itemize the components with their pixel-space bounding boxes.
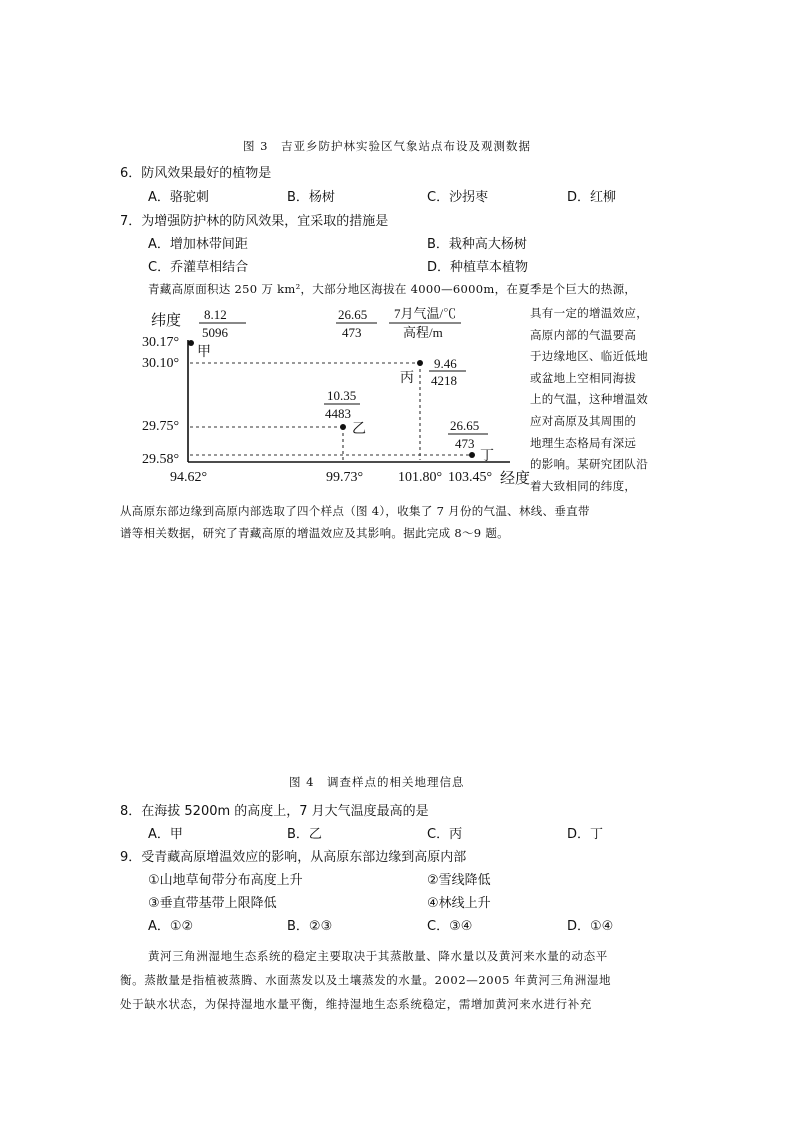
- q9-stem: 9．受青藏高原增温效应的影响，从高原东部边缘到高原内部: [120, 850, 467, 865]
- point-bing-elev: 4218: [431, 373, 457, 388]
- point-jia-elev: 5096: [202, 325, 228, 340]
- intro-side-line: 地理生态格局有深远: [530, 435, 637, 450]
- q8-option-b: B．乙: [287, 827, 322, 842]
- q8-option-a: A．甲: [148, 827, 183, 842]
- q9-option-c: C．③④: [427, 919, 473, 934]
- point-yi-elev: 4483: [325, 406, 351, 421]
- intro-side-line: 具有一定的增温效应，: [530, 306, 648, 320]
- intro-side-line: 应对高原及其周围的: [530, 413, 637, 428]
- x-axis-label: 经度: [500, 471, 531, 487]
- q9-option-b: B．②③: [287, 919, 333, 934]
- lat-tick-1: 30.17°: [142, 335, 180, 350]
- point-yi-temp: 10.35: [327, 388, 357, 403]
- y-axis-label: 纬度: [151, 313, 182, 329]
- point-bing-marker: [417, 360, 423, 366]
- point-yi-name: 乙: [352, 422, 366, 437]
- outro-line-3: 处于缺水状态，为保持湿地水量平衡，维持湿地生态系统稳定，需增加黄河来水进行补充: [120, 997, 592, 1011]
- point-jia-name: 甲: [197, 345, 211, 360]
- point-ding-temp: 26.65: [450, 418, 480, 433]
- q9-item-1: ①山地草甸带分布高度上升: [148, 873, 303, 888]
- lat-tick-3: 29.75°: [142, 419, 180, 434]
- q8-option-d: D．丁: [567, 827, 604, 842]
- q6-option-b: B．杨树: [287, 190, 335, 205]
- figure3-caption: 图 3 吉亚乡防护林实验区气象站点布设及观测数据: [243, 139, 531, 153]
- q9-item-2: ②雪线降低: [427, 873, 491, 888]
- lon-tick-3: 101.80°: [398, 470, 443, 485]
- q7-option-a: A．增加林带间距: [148, 237, 248, 252]
- q7-option-b: B．栽种高大杨树: [427, 237, 527, 252]
- lat-tick-4: 29.58°: [142, 452, 180, 467]
- q7-option-d: D．种植草本植物: [427, 260, 529, 275]
- q9-item-4: ④林线上升: [427, 896, 491, 911]
- intro-line-after-2: 谱等相关数据，研究了青藏高原的增温效应及其影响。据此完成 8～9 题。: [120, 526, 509, 540]
- legend-elev-label: 高程/m: [403, 325, 443, 340]
- lon-tick-1: 94.62°: [170, 470, 208, 485]
- lon-tick-4: 103.45°: [448, 470, 493, 485]
- point-jia-temp: 8.12: [204, 307, 227, 322]
- outro-line-1: 黄河三角洲湿地生态系统的稳定主要取决于其蒸散量、降水量以及黄河来水量的动态平: [148, 949, 608, 963]
- intro-side-line: 高原内部的气温要高: [530, 327, 637, 342]
- outro-line-2: 衡。蒸散量是指植被蒸腾、水面蒸发以及土壤蒸发的水量。2002—2005 年黄河三角洲湿地: [120, 973, 612, 987]
- q9-option-d: D．①④: [567, 919, 614, 934]
- intro-side-line: 于边缘地区、临近低地: [530, 349, 648, 364]
- q6-option-a: A．骆驼刺: [148, 190, 209, 205]
- legend-temp: 26.65: [338, 307, 368, 322]
- q9-option-a: A．①②: [148, 919, 194, 934]
- intro-side-line: 着大致相同的纬度，: [530, 478, 637, 493]
- q8-option-c: C．丙: [427, 827, 463, 842]
- q7-stem: 7．为增强防护林的防风效果，宜采取的措施是: [120, 214, 389, 229]
- lon-tick-2: 99.73°: [326, 470, 364, 485]
- intro-line-after-1: 从高原东部边缘到高原内部选取了四个样点（图 4），收集了 7 月份的气温、林线、垂直带: [120, 504, 590, 518]
- q8-stem: 8．在海拔 5200m 的高度上，7 月大气温度最高的是: [120, 804, 429, 819]
- figure4-caption: 图 4 调查样点的相关地理信息: [289, 775, 465, 789]
- q6-option-c: C．沙拐枣: [427, 190, 489, 205]
- q7-option-c: C．乔灌草相结合: [148, 260, 249, 275]
- legend-elev: 473: [342, 325, 362, 340]
- lat-tick-2: 30.10°: [142, 356, 180, 371]
- intro-side-line: 的影响。某研究团队沿: [530, 457, 648, 472]
- legend-temp-label: 7月气温/℃: [394, 306, 457, 321]
- figure4-diagram: [0, 0, 794, 500]
- point-ding-marker: [469, 452, 475, 458]
- q9-item-3: ③垂直带基带上限降低: [148, 896, 277, 911]
- intro-line-1: 青藏高原面积达 250 万 km²，大部分地区海拔在 4000—6000m，在夏季是个巨大的热源，: [148, 282, 637, 296]
- intro-side-line: 上的气温，这种增温效: [530, 392, 648, 407]
- point-bing-name: 丙: [400, 371, 414, 386]
- intro-side-line: 或盆地上空相同海拔: [530, 370, 637, 385]
- point-ding-elev: 473: [455, 436, 475, 451]
- point-bing-temp: 9.46: [434, 356, 457, 371]
- point-ding-name: 丁: [480, 449, 494, 464]
- point-yi-marker: [340, 424, 346, 430]
- q6-option-d: D．红柳: [567, 190, 617, 205]
- q6-stem: 6．防风效果最好的植物是: [120, 166, 272, 181]
- point-jia-marker: [188, 340, 194, 346]
